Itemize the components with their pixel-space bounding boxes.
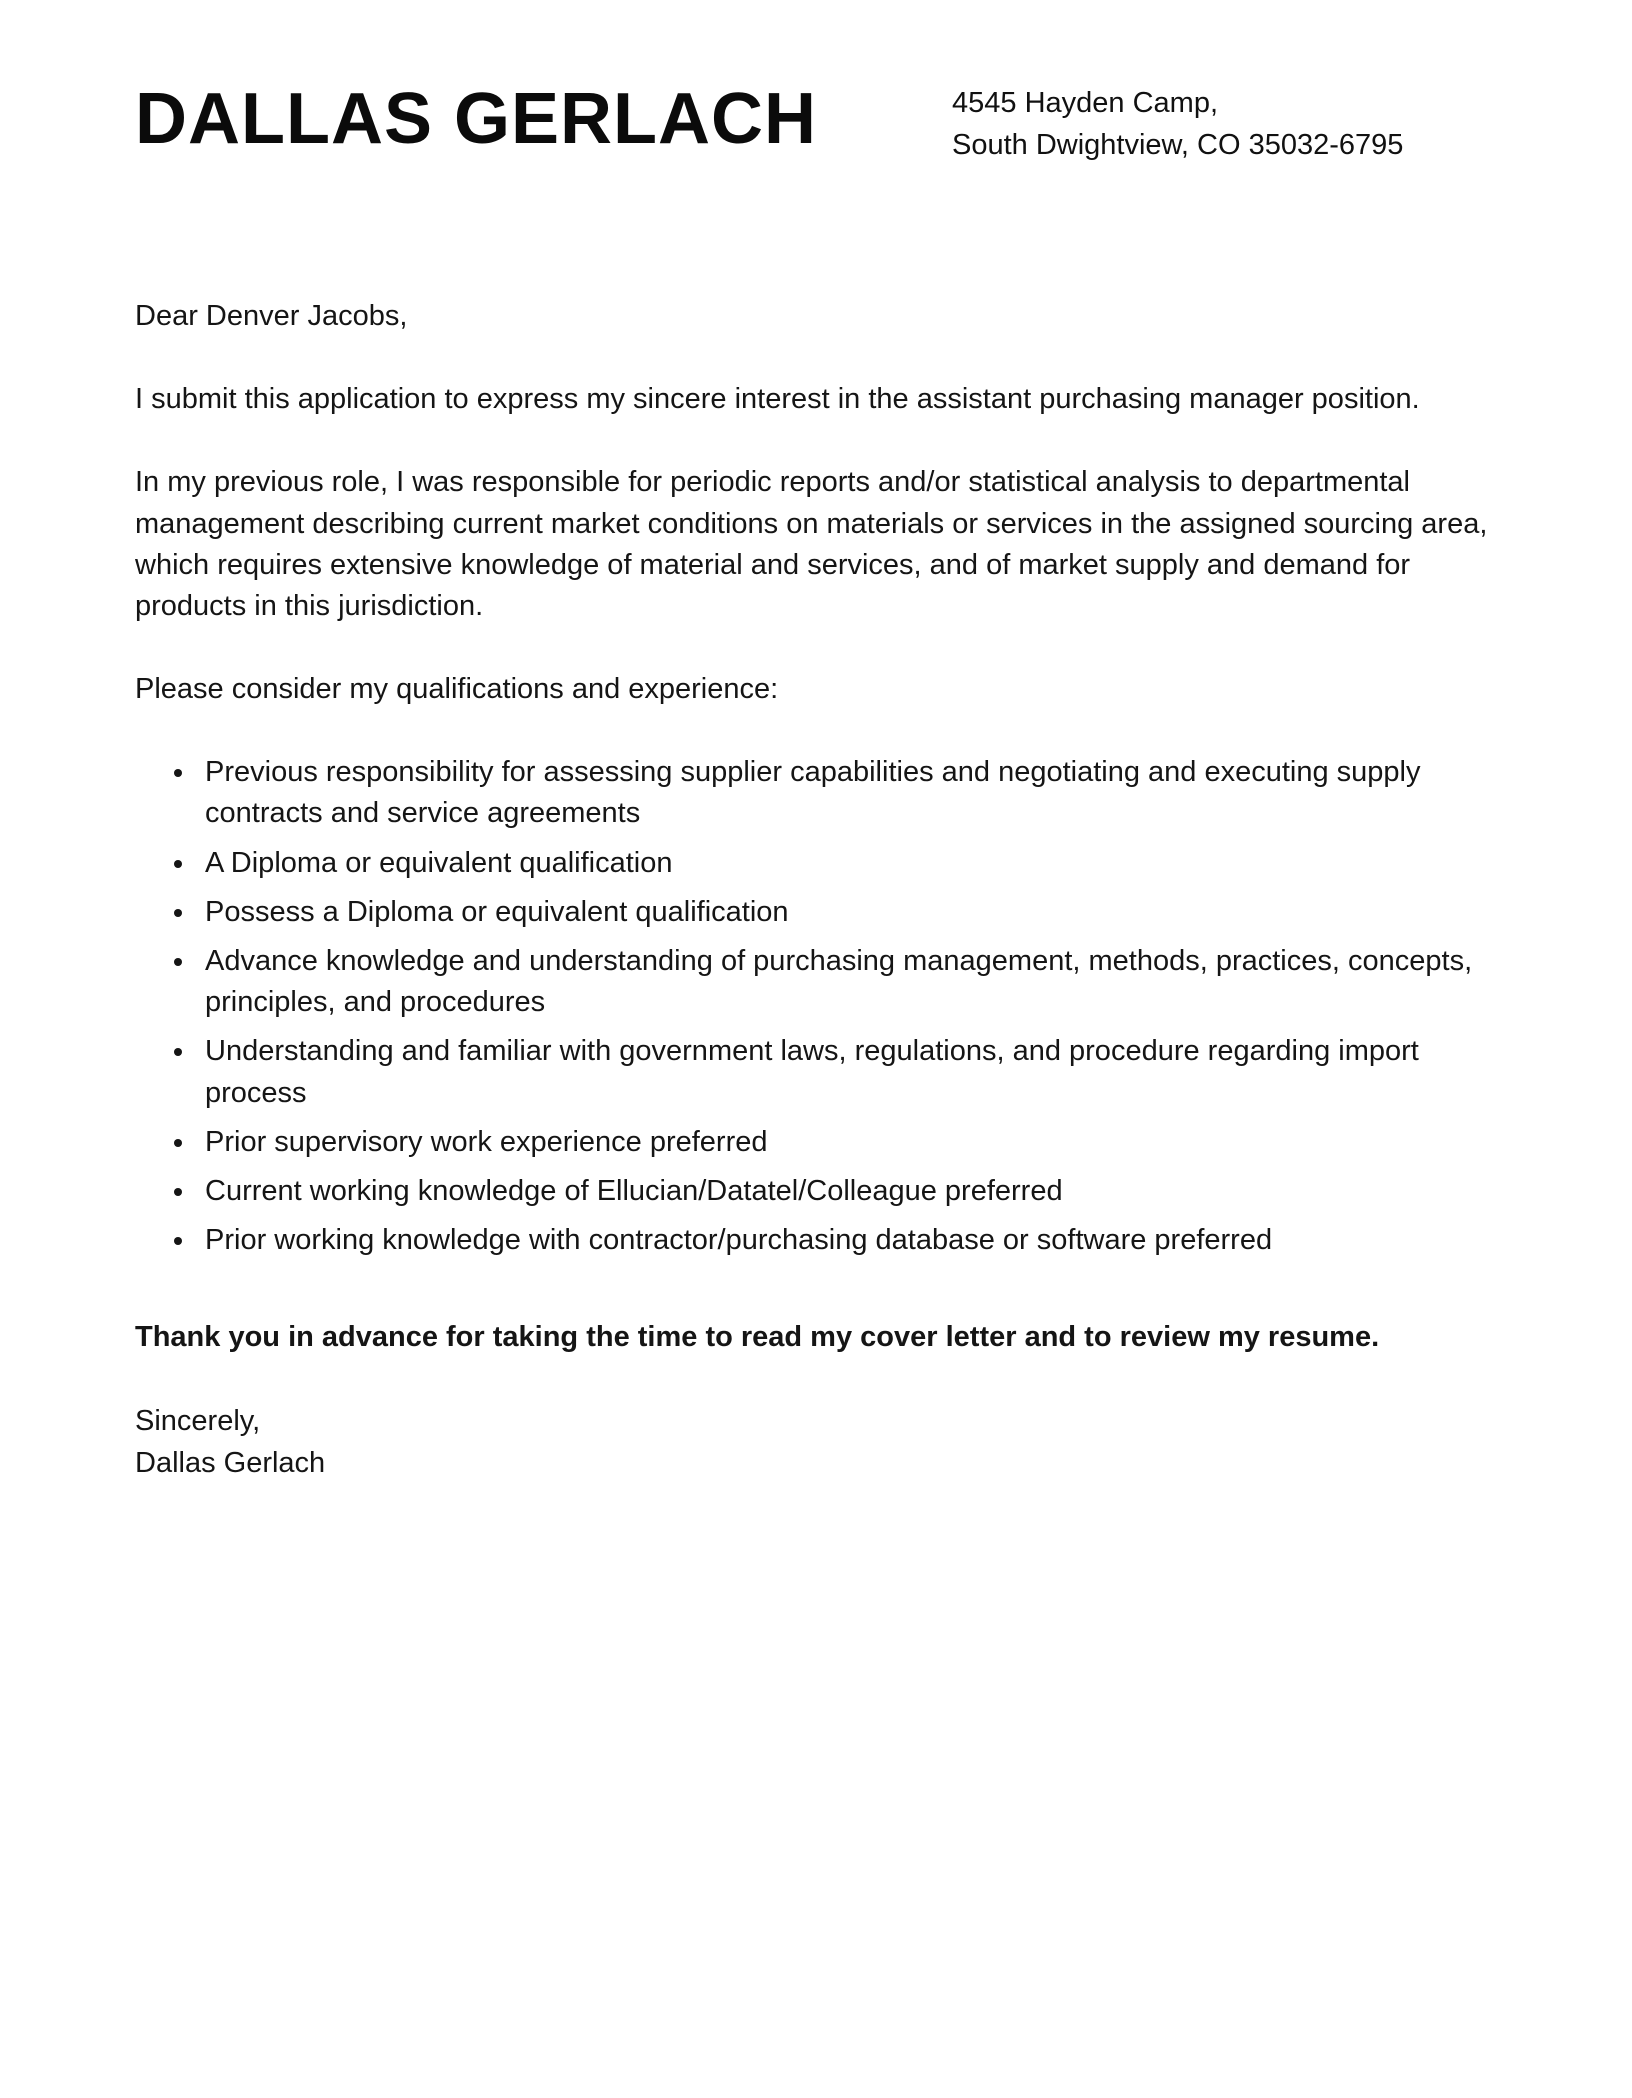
- qualification-item: • Understanding and familiar with government laws, regulations, and procedure regarding import process: [197, 1031, 1497, 1113]
- letter-body: [135, 296, 1497, 1484]
- salutation: Dear Denver Jacobs,: [135, 300, 408, 333]
- closing-statement: Thank you in advance for taking the time to read my cover letter and to review my resume.: [135, 1321, 1380, 1354]
- qualification-item: • A Diploma or equivalent qualification: [197, 843, 1497, 884]
- applicant-address: [952, 70, 1497, 166]
- qualification-item: • Prior supervisory work experience preferred: [197, 1122, 1497, 1163]
- paragraph-intro: I submit this application to express my sincere interest in the assistant purchasing manager position.: [135, 383, 1420, 416]
- address-line-1: 4545 Hayden Camp,: [952, 87, 1218, 119]
- qualification-item: • Prior working knowledge with contractor/purchasing database or software preferred: [197, 1220, 1497, 1261]
- qualifications-intro: Please consider my qualifications and experience:: [135, 673, 779, 706]
- qualification-item: • Possess a Diploma or equivalent qualification: [197, 892, 1497, 933]
- qualifications-list: [135, 752, 1497, 1261]
- applicant-name: DALLAS GERLACH: [135, 79, 817, 159]
- signoff: Sincerely,: [135, 1405, 261, 1438]
- qualification-item: • Current working knowledge of Ellucian/Datatel/Colleague preferred: [197, 1171, 1497, 1212]
- letter-header: [135, 70, 1497, 166]
- signature-name: Dallas Gerlach: [135, 1447, 326, 1480]
- qualification-item: • Previous responsibility for assessing supplier capabilities and negotiating and executing supply contracts and service agreements: [197, 752, 1497, 834]
- address-line-2: South Dwightview, CO 35032-6795: [952, 129, 1404, 162]
- signoff-block: [135, 1400, 1497, 1484]
- qualification-item: • Advance knowledge and understanding of purchasing management, methods, practices, concepts, principles, and procedures: [197, 941, 1497, 1023]
- paragraph-previous-role: In my previous role, I was responsible for periodic reports and/or statistical analysis to departmental management describing current market conditions on materials or services in the assigned sourcing area, which requires extensive knowledge of material and services, and of market supply and demand for products in this jurisdiction.: [135, 466, 1488, 622]
